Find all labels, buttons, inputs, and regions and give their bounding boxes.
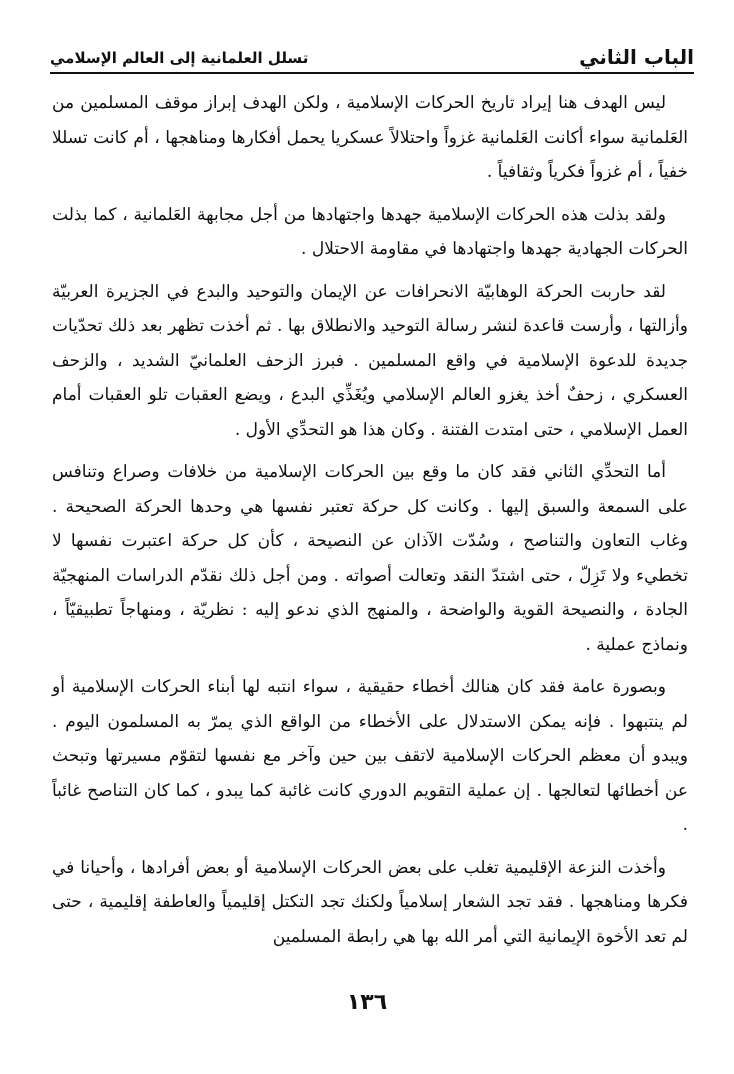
- paragraph: أما التحدِّي الثاني فقد كان ما وقع بين الحركات الإسلامية من خلافات وصراع وتنافس على السمعة والسبق إليها . وكانت كل حركة تعتبر نفسها هي وحدها الحركة الصحيحة . وغاب التعاون والتناصح ، وسُدّت الآذان عن النصيحة ، كأن كل حركة اعتبرت نفسها لا تخطيء ولا تَزِلّ ، حتى اشتدّ النقد وتعالت أصواته . ومن أجل ذلك نقدّم الدراسات المنهجيّة الجادة ، والنصيحة القوية والواضحة ، والمنهج الذي ندعو إليه : نظريّة ، ومنهاجاً تطبيقيّاً ، ونماذج عملية .: [52, 462, 688, 655]
- book-title: تسلل العلمانية إلى العالم الإسلامي: [50, 49, 309, 67]
- page-body: [52, 86, 688, 962]
- running-header: [50, 40, 694, 74]
- paragraph: وبصورة عامة فقد كان هنالك أخطاء حقيقية ، سواء انتبه لها أبناء الحركات الإسلامية أو لم ينتبهوا . فإنه يمكن الاستدلال على الأخطاء من الواقع الذي يمرّ به المسلمون اليوم . ويبدو أن معظم الحركات الإسلامية لاتقف بين حين وآخر مع نفسها لتقوّم مسيرتها وتبحث عن أخطائها لتعالجها . إن عملية التقويم الدوري كانت غائبة كما يبدو ، كما كان التناصح غائباً .: [52, 677, 688, 835]
- paragraph: وأخذت النزعة الإقليمية تغلب على بعض الحركات الإسلامية أو بعض أفرادها ، وأحيانا في فكرها ومناهجها . فقد تجد الشعار إسلامياً ولكنك تجد التكتل إقليمياً والعاطفة إقليمية ، حتى لم تعد الأخوة الإيمانية التي أمر الله بها هي رابطة المسلمين: [52, 857, 688, 947]
- paragraph: ليس الهدف هنا إيراد تاريخ الحركات الإسلامية ، ولكن الهدف إبراز موقف المسلمين من العَلمانية سواء أكانت العَلمانية غزواً واحتلالاً عسكريا يحمل أفكارها ومناهجها ، أم كانت تسللا خفياً ، أم غزواً فكرياً وثقافياً .: [52, 93, 688, 182]
- page-number: ١٣٦: [346, 990, 388, 1015]
- paragraph: لقد حاربت الحركة الوهابيّة الانحرافات عن الإيمان والتوحيد والبدع في الجزيرة العربيّة وأزالتها ، وأرست قاعدة لنشر رسالة التوحيد والانطلاق بها . ثم أخذت تظهر بعد ذلك تحدّيات جديدة للدعوة الإسلامية في واقع المسلمين . فبرز الزحف العلمانيّ الشديد ، والزحف العسكري ، زحفٌ أخذ يغزو العالم الإسلامي ويُغَذِّي البدع ، ويضع العقبات تلو العقبات أمام العمل الإسلامي ، حتى امتدت الفتنة . وكان هذا هو التحدِّي الأول .: [52, 281, 688, 440]
- chapter-title: الباب الثاني: [579, 45, 694, 69]
- paragraph: ولقد بذلت هذه الحركات الإسلامية جهدها واجتهادها من أجل مجابهة العَلمانية ، كما بذلت الحركات الجهادية جهدها واجتهادها في مقاومة الاحتلال .: [52, 204, 688, 259]
